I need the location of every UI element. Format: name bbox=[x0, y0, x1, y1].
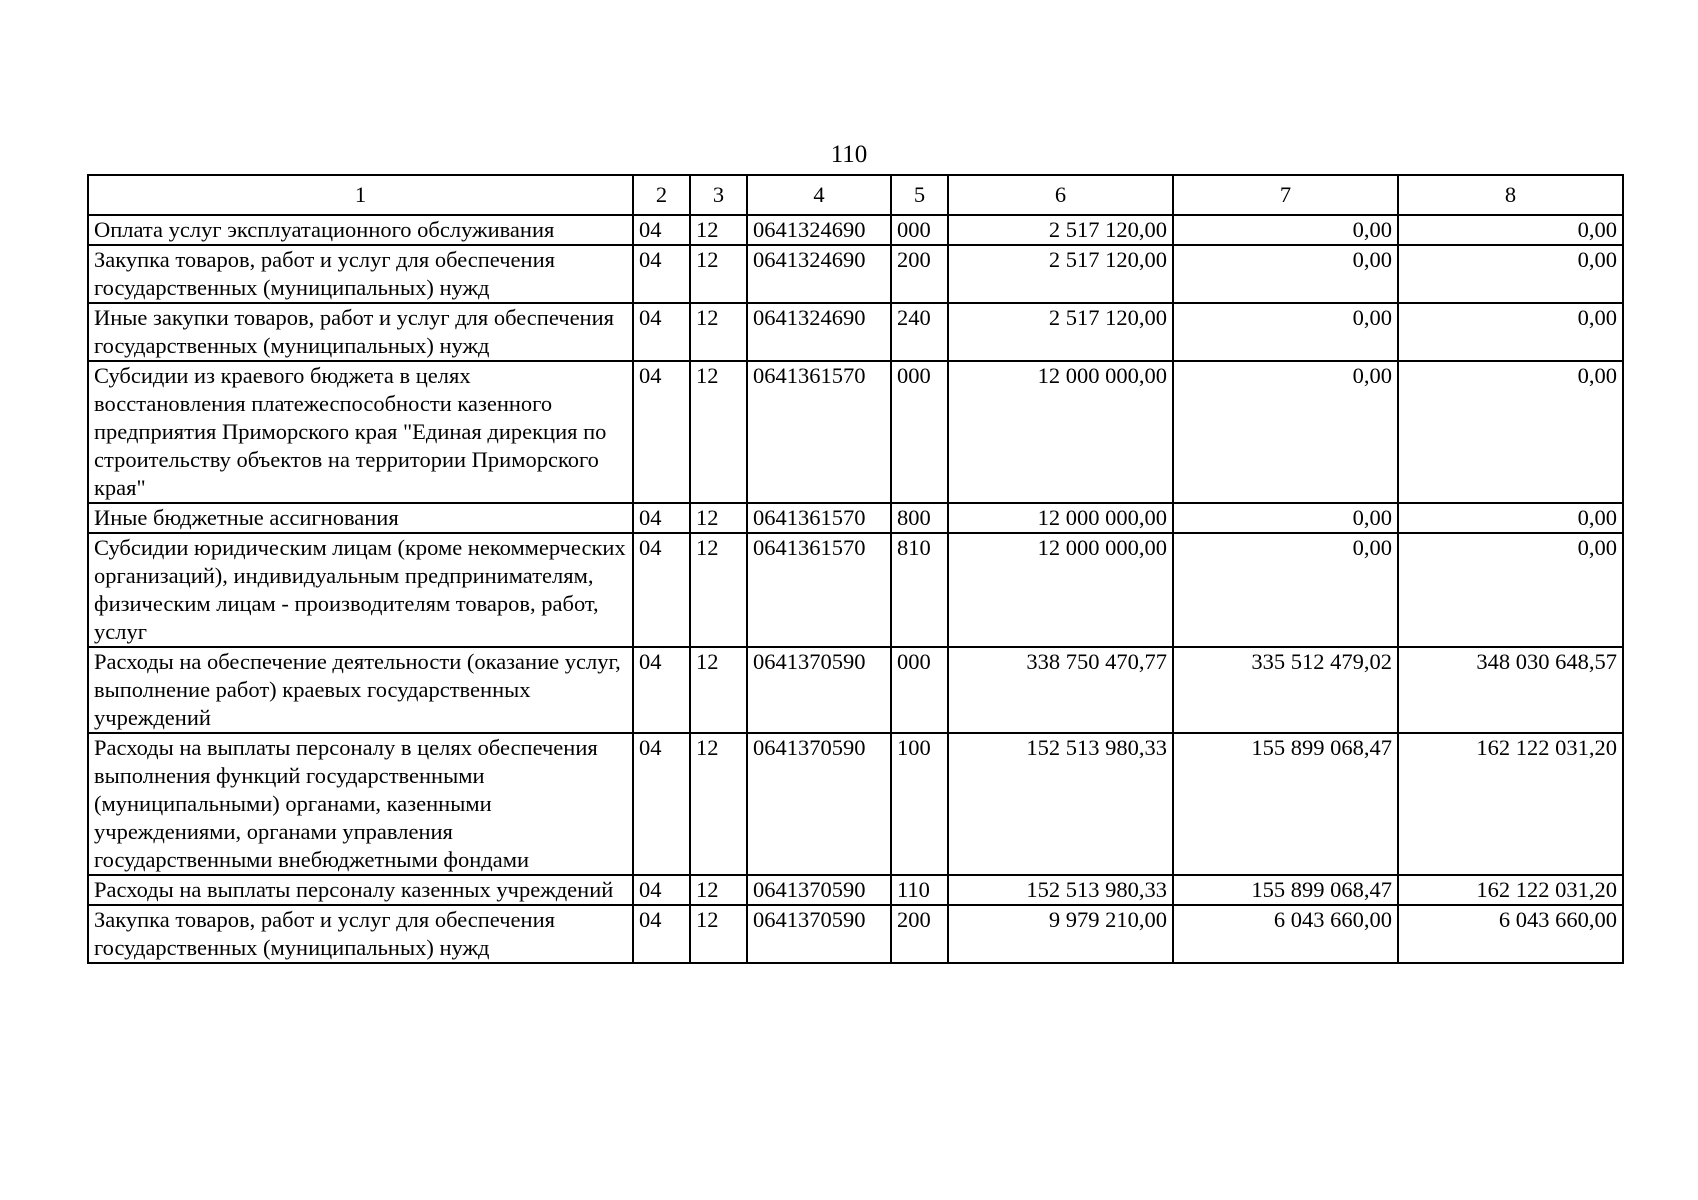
table-row bbox=[88, 533, 1623, 647]
column-header-5: 5 bbox=[891, 175, 948, 215]
row-target: 0641370590 bbox=[747, 875, 891, 905]
row-amount-7: 335 512 479,02 bbox=[1173, 647, 1398, 733]
row-expense-type: 200 bbox=[891, 905, 948, 963]
row-target: 0641370590 bbox=[747, 647, 891, 733]
row-name: Иные закупки товаров, работ и услуг для обеспечения государственных (муниципальных) нужд bbox=[88, 303, 633, 361]
row-amount-6: 12 000 000,00 bbox=[948, 361, 1173, 503]
row-amount-7: 0,00 bbox=[1173, 215, 1398, 245]
row-expense-type: 000 bbox=[891, 215, 948, 245]
column-header-2: 2 bbox=[633, 175, 690, 215]
row-name: Расходы на выплаты персоналу в целях обеспечения выполнения функций государственными (муниципальными) органами, казенными учреждениями, органами управления государственными внебюджетными фондами bbox=[88, 733, 633, 875]
row-section: 04 bbox=[633, 647, 690, 733]
row-target: 0641361570 bbox=[747, 361, 891, 503]
row-section: 04 bbox=[633, 245, 690, 303]
row-target: 0641324690 bbox=[747, 215, 891, 245]
row-subsection: 12 bbox=[690, 303, 747, 361]
row-amount-6: 12 000 000,00 bbox=[948, 533, 1173, 647]
row-amount-8: 0,00 bbox=[1398, 503, 1623, 533]
row-subsection: 12 bbox=[690, 245, 747, 303]
column-header-4: 4 bbox=[747, 175, 891, 215]
table-row bbox=[88, 303, 1623, 361]
row-subsection: 12 bbox=[690, 875, 747, 905]
row-amount-7: 155 899 068,47 bbox=[1173, 875, 1398, 905]
row-name: Расходы на выплаты персоналу казенных учреждений bbox=[88, 875, 633, 905]
row-target: 0641361570 bbox=[747, 503, 891, 533]
row-subsection: 12 bbox=[690, 503, 747, 533]
row-expense-type: 800 bbox=[891, 503, 948, 533]
row-amount-8: 162 122 031,20 bbox=[1398, 733, 1623, 875]
row-expense-type: 000 bbox=[891, 361, 948, 503]
row-amount-8: 6 043 660,00 bbox=[1398, 905, 1623, 963]
table-row bbox=[88, 245, 1623, 303]
row-expense-type: 100 bbox=[891, 733, 948, 875]
row-amount-6: 2 517 120,00 bbox=[948, 303, 1173, 361]
row-subsection: 12 bbox=[690, 647, 747, 733]
row-expense-type: 810 bbox=[891, 533, 948, 647]
row-subsection: 12 bbox=[690, 361, 747, 503]
row-name: Субсидии из краевого бюджета в целях восстановления платежеспособности казенного предприятия Приморского края "Единая дирекция по строительству объектов на территории Приморского края" bbox=[88, 361, 633, 503]
table-row bbox=[88, 215, 1623, 245]
row-amount-6: 152 513 980,33 bbox=[948, 733, 1173, 875]
row-subsection: 12 bbox=[690, 533, 747, 647]
row-amount-8: 0,00 bbox=[1398, 533, 1623, 647]
table-row bbox=[88, 733, 1623, 875]
column-header-3: 3 bbox=[690, 175, 747, 215]
row-amount-8: 0,00 bbox=[1398, 361, 1623, 503]
row-amount-6: 152 513 980,33 bbox=[948, 875, 1173, 905]
row-section: 04 bbox=[633, 503, 690, 533]
row-subsection: 12 bbox=[690, 733, 747, 875]
row-amount-7: 0,00 bbox=[1173, 533, 1398, 647]
row-name: Расходы на обеспечение деятельности (оказание услуг, выполнение работ) краевых государственных учреждений bbox=[88, 647, 633, 733]
row-amount-7: 0,00 bbox=[1173, 245, 1398, 303]
column-header-6: 6 bbox=[948, 175, 1173, 215]
row-target: 0641324690 bbox=[747, 245, 891, 303]
column-header-1: 1 bbox=[88, 175, 633, 215]
table-row bbox=[88, 503, 1623, 533]
page-number: 110 bbox=[830, 141, 868, 168]
row-section: 04 bbox=[633, 875, 690, 905]
row-amount-6: 2 517 120,00 bbox=[948, 245, 1173, 303]
column-header-8: 8 bbox=[1398, 175, 1623, 215]
row-section: 04 bbox=[633, 361, 690, 503]
row-amount-8: 0,00 bbox=[1398, 245, 1623, 303]
row-amount-7: 155 899 068,47 bbox=[1173, 733, 1398, 875]
row-section: 04 bbox=[633, 215, 690, 245]
row-name: Закупка товаров, работ и услуг для обеспечения государственных (муниципальных) нужд bbox=[88, 245, 633, 303]
row-section: 04 bbox=[633, 533, 690, 647]
row-name: Субсидии юридическим лицам (кроме некоммерческих организаций), индивидуальным предпринимателям, физическим лицам - производителям товаров, работ, услуг bbox=[88, 533, 633, 647]
row-amount-8: 0,00 bbox=[1398, 215, 1623, 245]
row-section: 04 bbox=[633, 905, 690, 963]
column-header-7: 7 bbox=[1173, 175, 1398, 215]
row-expense-type: 000 bbox=[891, 647, 948, 733]
row-subsection: 12 bbox=[690, 215, 747, 245]
row-expense-type: 200 bbox=[891, 245, 948, 303]
row-amount-6: 2 517 120,00 bbox=[948, 215, 1173, 245]
row-name: Оплата услуг эксплуатационного обслуживания bbox=[88, 215, 633, 245]
row-amount-8: 162 122 031,20 bbox=[1398, 875, 1623, 905]
row-amount-6: 9 979 210,00 bbox=[948, 905, 1173, 963]
row-subsection: 12 bbox=[690, 905, 747, 963]
header-row bbox=[88, 175, 1623, 215]
row-expense-type: 240 bbox=[891, 303, 948, 361]
row-expense-type: 110 bbox=[891, 875, 948, 905]
row-amount-7: 6 043 660,00 bbox=[1173, 905, 1398, 963]
table-row bbox=[88, 905, 1623, 963]
row-target: 0641370590 bbox=[747, 733, 891, 875]
row-amount-7: 0,00 bbox=[1173, 361, 1398, 503]
row-target: 0641370590 bbox=[747, 905, 891, 963]
row-amount-6: 338 750 470,77 bbox=[948, 647, 1173, 733]
row-amount-8: 348 030 648,57 bbox=[1398, 647, 1623, 733]
table-row bbox=[88, 361, 1623, 503]
table-row bbox=[88, 875, 1623, 905]
row-amount-7: 0,00 bbox=[1173, 303, 1398, 361]
row-amount-8: 0,00 bbox=[1398, 303, 1623, 361]
row-target: 0641324690 bbox=[747, 303, 891, 361]
row-amount-7: 0,00 bbox=[1173, 503, 1398, 533]
row-name: Иные бюджетные ассигнования bbox=[88, 503, 633, 533]
row-amount-6: 12 000 000,00 bbox=[948, 503, 1173, 533]
row-section: 04 bbox=[633, 303, 690, 361]
table-row bbox=[88, 647, 1623, 733]
row-target: 0641361570 bbox=[747, 533, 891, 647]
row-section: 04 bbox=[633, 733, 690, 875]
row-name: Закупка товаров, работ и услуг для обеспечения государственных (муниципальных) нужд bbox=[88, 905, 633, 963]
budget-table bbox=[87, 174, 1624, 964]
